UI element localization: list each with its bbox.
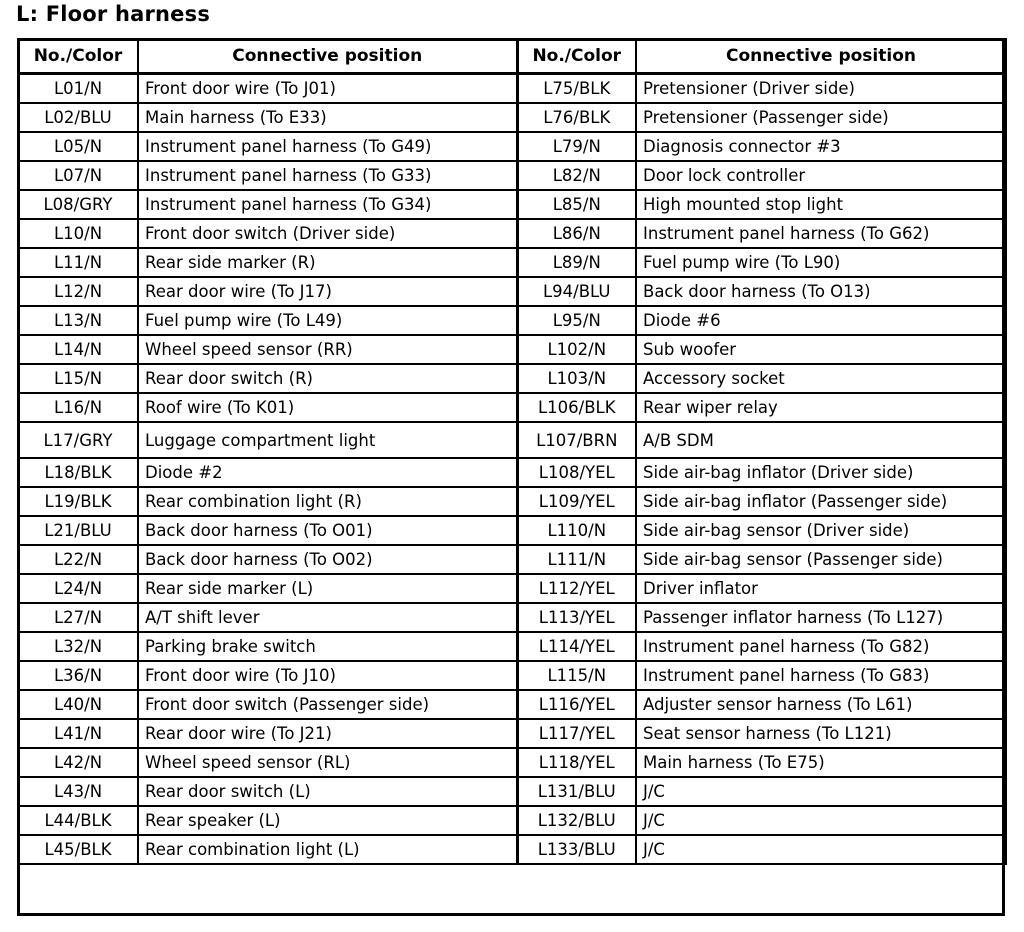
connective-position: Fuel pump wire (To L90)	[636, 248, 1006, 277]
connector-code: L24/N	[18, 574, 138, 603]
connective-position: Back door harness (To O02)	[138, 545, 517, 574]
connective-position: Back door harness (To O13)	[636, 277, 1006, 306]
connector-code: L109/YEL	[517, 487, 636, 516]
connector-code: L132/BLU	[517, 806, 636, 835]
connector-code: L112/YEL	[517, 574, 636, 603]
connective-position: Instrument panel harness (To G62)	[636, 219, 1006, 248]
connective-position: Roof wire (To K01)	[138, 393, 517, 422]
connective-position: J/C	[636, 835, 1006, 864]
connective-position: Wheel speed sensor (RL)	[138, 748, 517, 777]
connective-position: Front door switch (Passenger side)	[138, 690, 517, 719]
connector-code: L01/N	[18, 74, 138, 104]
connective-position: J/C	[636, 806, 1006, 835]
connector-code: L08/GRY	[18, 190, 138, 219]
connective-position: Driver inflator	[636, 574, 1006, 603]
connective-position: Side air-bag inflator (Passenger side)	[636, 487, 1006, 516]
connector-code: L36/N	[18, 661, 138, 690]
connective-position: A/B SDM	[636, 422, 1006, 458]
connective-position: Instrument panel harness (To G82)	[636, 632, 1006, 661]
connector-code: L16/N	[18, 393, 138, 422]
connector-code: L106/BLK	[517, 393, 636, 422]
connector-code: L12/N	[18, 277, 138, 306]
connective-position: Side air-bag sensor (Driver side)	[636, 516, 1006, 545]
connective-position: Rear door switch (R)	[138, 364, 517, 393]
connective-position: Seat sensor harness (To L121)	[636, 719, 1006, 748]
connective-position: Instrument panel harness (To G49)	[138, 132, 517, 161]
connector-code: L79/N	[517, 132, 636, 161]
connector-code: L11/N	[18, 248, 138, 277]
connective-position: Diagnosis connector #3	[636, 132, 1006, 161]
connector-code: L110/N	[517, 516, 636, 545]
connective-position: Instrument panel harness (To G34)	[138, 190, 517, 219]
connector-code: L42/N	[18, 748, 138, 777]
connective-position: Rear door switch (L)	[138, 777, 517, 806]
header-position-right: Connective position	[636, 39, 1006, 74]
connector-code: L133/BLU	[517, 835, 636, 864]
connector-code: L14/N	[18, 335, 138, 364]
connector-code: L21/BLU	[18, 516, 138, 545]
connective-position: Diode #6	[636, 306, 1006, 335]
connector-code: L05/N	[18, 132, 138, 161]
connector-code: L02/BLU	[18, 103, 138, 132]
connector-code: L108/YEL	[517, 458, 636, 487]
connective-position: Front door wire (To J01)	[138, 74, 517, 104]
connective-position: Rear wiper relay	[636, 393, 1006, 422]
connective-position: Back door harness (To O01)	[138, 516, 517, 545]
connector-code: L107/BRN	[517, 422, 636, 458]
connector-code: L118/YEL	[517, 748, 636, 777]
connector-code: L113/YEL	[517, 603, 636, 632]
connective-position: Main harness (To E33)	[138, 103, 517, 132]
connector-code: L111/N	[517, 545, 636, 574]
connective-position: Luggage compartment light	[138, 422, 517, 458]
connector-code: L114/YEL	[517, 632, 636, 661]
connective-position: Rear speaker (L)	[138, 806, 517, 835]
connective-position: Accessory socket	[636, 364, 1006, 393]
connective-position: Instrument panel harness (To G83)	[636, 661, 1006, 690]
connector-code: L75/BLK	[517, 74, 636, 104]
connective-position: Instrument panel harness (To G33)	[138, 161, 517, 190]
connector-code: L86/N	[517, 219, 636, 248]
connective-position: Parking brake switch	[138, 632, 517, 661]
connector-code: L102/N	[517, 335, 636, 364]
connective-position: Passenger inflator harness (To L127)	[636, 603, 1006, 632]
connective-position: Sub woofer	[636, 335, 1006, 364]
connective-position: Main harness (To E75)	[636, 748, 1006, 777]
header-position-left: Connective position	[138, 39, 517, 74]
connective-position: Pretensioner (Passenger side)	[636, 103, 1006, 132]
connector-code: L116/YEL	[517, 690, 636, 719]
connector-code: L19/BLK	[18, 487, 138, 516]
connective-position: J/C	[636, 777, 1006, 806]
page-title: L: Floor harness	[16, 2, 211, 26]
connector-code: L82/N	[517, 161, 636, 190]
connector-code: L22/N	[18, 545, 138, 574]
connective-position: Rear side marker (L)	[138, 574, 517, 603]
connective-position: Side air-bag sensor (Passenger side)	[636, 545, 1006, 574]
connector-code: L18/BLK	[18, 458, 138, 487]
connector-code: L15/N	[18, 364, 138, 393]
connector-code: L41/N	[18, 719, 138, 748]
connector-code: L45/BLK	[18, 835, 138, 864]
connector-code: L89/N	[517, 248, 636, 277]
connector-code: L117/YEL	[517, 719, 636, 748]
connective-position: High mounted stop light	[636, 190, 1006, 219]
connective-position: Wheel speed sensor (RR)	[138, 335, 517, 364]
connective-position: Door lock controller	[636, 161, 1006, 190]
connective-position: Pretensioner (Driver side)	[636, 74, 1006, 104]
connector-code: L40/N	[18, 690, 138, 719]
connector-code: L76/BLK	[517, 103, 636, 132]
connective-position: A/T shift lever	[138, 603, 517, 632]
connector-code: L32/N	[18, 632, 138, 661]
connective-position: Fuel pump wire (To L49)	[138, 306, 517, 335]
connector-code: L103/N	[517, 364, 636, 393]
connector-code: L10/N	[18, 219, 138, 248]
connector-code: L95/N	[517, 306, 636, 335]
connective-position: Rear combination light (L)	[138, 835, 517, 864]
connective-position: Adjuster sensor harness (To L61)	[636, 690, 1006, 719]
connector-code: L07/N	[18, 161, 138, 190]
connective-position: Diode #2	[138, 458, 517, 487]
connector-code: L13/N	[18, 306, 138, 335]
connector-code: L131/BLU	[517, 777, 636, 806]
connector-code: L43/N	[18, 777, 138, 806]
connective-position: Rear door wire (To J21)	[138, 719, 517, 748]
connector-code: L85/N	[517, 190, 636, 219]
connective-position: Rear door wire (To J17)	[138, 277, 517, 306]
connective-position: Rear side marker (R)	[138, 248, 517, 277]
connector-code: L94/BLU	[517, 277, 636, 306]
header-no-color-right: No./Color	[517, 39, 636, 74]
connective-position: Side air-bag inflator (Driver side)	[636, 458, 1006, 487]
connector-code: L115/N	[517, 661, 636, 690]
connector-code: L44/BLK	[18, 806, 138, 835]
table-frame	[17, 38, 1005, 916]
connector-code: L17/GRY	[18, 422, 138, 458]
connector-code: L27/N	[18, 603, 138, 632]
connective-position: Rear combination light (R)	[138, 487, 517, 516]
connective-position: Front door switch (Driver side)	[138, 219, 517, 248]
header-no-color-left: No./Color	[18, 39, 138, 74]
connective-position: Front door wire (To J10)	[138, 661, 517, 690]
